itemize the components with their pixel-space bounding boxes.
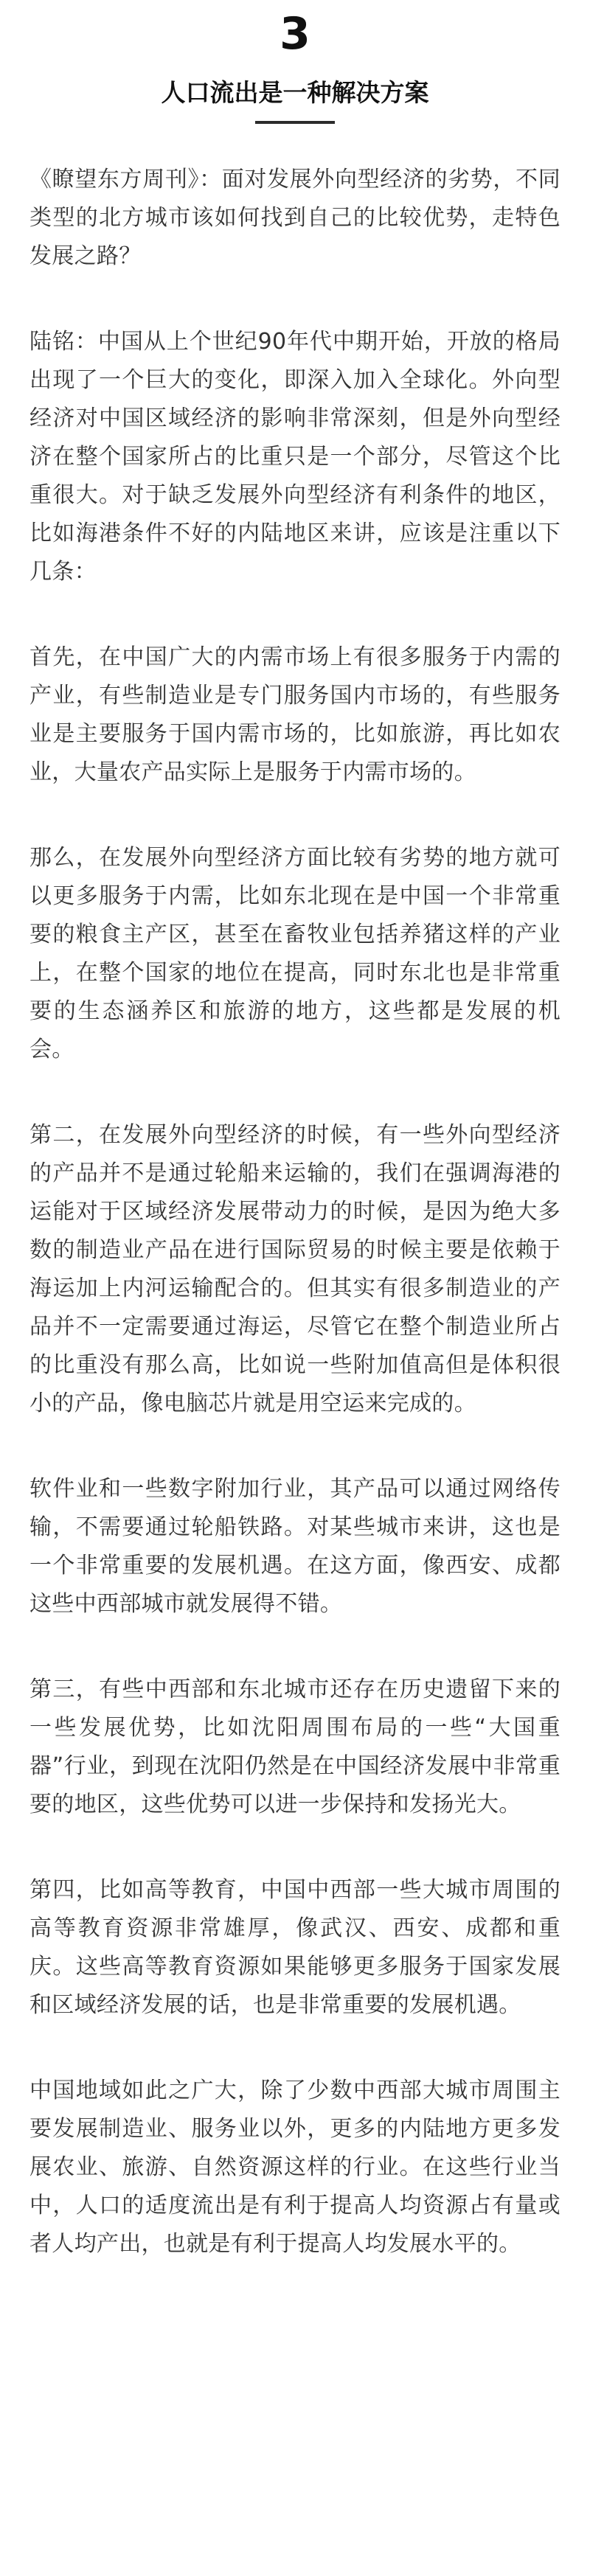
paragraph-first-point: 首先，在中国广大的内需市场上有很多服务于内需的产业，有些制造业是专门服务国内市场的，有些服务业是主要服务于国内需市场的，比如旅游，再比如农业，大量农产品实际上是服务于内需市场的。: [30, 644, 560, 785]
paragraph-question: 《瞭望东方周刊》：面对发展外向型经济的劣势，不同类型的北方城市该如何找到自己的比较优势，走特色发展之路？: [30, 167, 560, 269]
paragraph-second-point: 第二，在发展外向型经济的时候，有一些外向型经济的产品并不是通过轮船来运输的，我们在强调海港的运能对于区域经济发展带动力的时候，是因为绝大多数的制造业产品在进行国际贸易的时候主要是依赖于海运加上内河运输配合的。但其实有很多制造业的产品并不一定需要通过海运，尽管它在整个制造业所占的比重没有那么高，比如说一些附加值高但是体积很小的产品，像电脑芯片就是用空运来完成的。: [30, 1122, 560, 1416]
paragraph-fourth-point: 第四，比如高等教育，中国中西部一些大城市周围的高等教育资源非常雄厚，像武汉、西安、成都和重庆。这些高等教育资源如果能够更多服务于国家发展和区域经济发展的话，也是非常重要的发展机遇。: [30, 1877, 560, 2018]
paragraph-northeast: 那么，在发展外向型经济方面比较有劣势的地方就可以更多服务于内需，比如东北现在是中国一个非常重要的粮食主产区，甚至在畜牧业包括养猪这样的产业上，在整个国家的地位在提高，同时东北也是非常重要的生态涵养区和旅游的地方，这些都是发展的机会。: [30, 845, 560, 1062]
section-number: 3: [280, 8, 310, 60]
paragraph-software: 软件业和一些数字附加行业，其产品可以通过网络传输，不需要通过轮船铁路。对某些城市来讲，这也是一个非常重要的发展机遇。在这方面，像西安、成都这些中西部城市就发展得不错。: [30, 1476, 560, 1617]
paragraph-conclusion: 中国地域如此之广大，除了少数中西部大城市周围主要发展制造业、服务业以外，更多的内陆地方更多发展农业、旅游、自然资源这样的行业。在这些行业当中，人口的适度流出是有利于提高人均资源占有量或者人均产出，也就是有利于提高人均发展水平的。: [30, 2078, 560, 2257]
paragraph-third-point: 第三，有些中西部和东北城市还存在历史遗留下来的一些发展优势，比如沈阳周围布局的一些“大国重器”行业，到现在沈阳仍然是在中国经济发展中非常重要的地区，这些优势可以进一步保持和发扬光大。: [30, 1677, 560, 1817]
paragraph-answer-intro: 陆铭：中国从上个世纪90年代中期开始，开放的格局出现了一个巨大的变化，即深入加入全球化。外向型经济对中国区域经济的影响非常深刻，但是外向型经济在整个国家所占的比重只是一个部分，尽管这个比重很大。对于缺乏发展外向型经济有利条件的地区，比如海港条件不好的内陆地区来讲，应该是注重以下几条：: [30, 329, 560, 585]
title-underline: [255, 121, 335, 124]
article-body: [30, 161, 560, 2263]
section-title: 人口流出是一种解决方案: [161, 78, 429, 107]
